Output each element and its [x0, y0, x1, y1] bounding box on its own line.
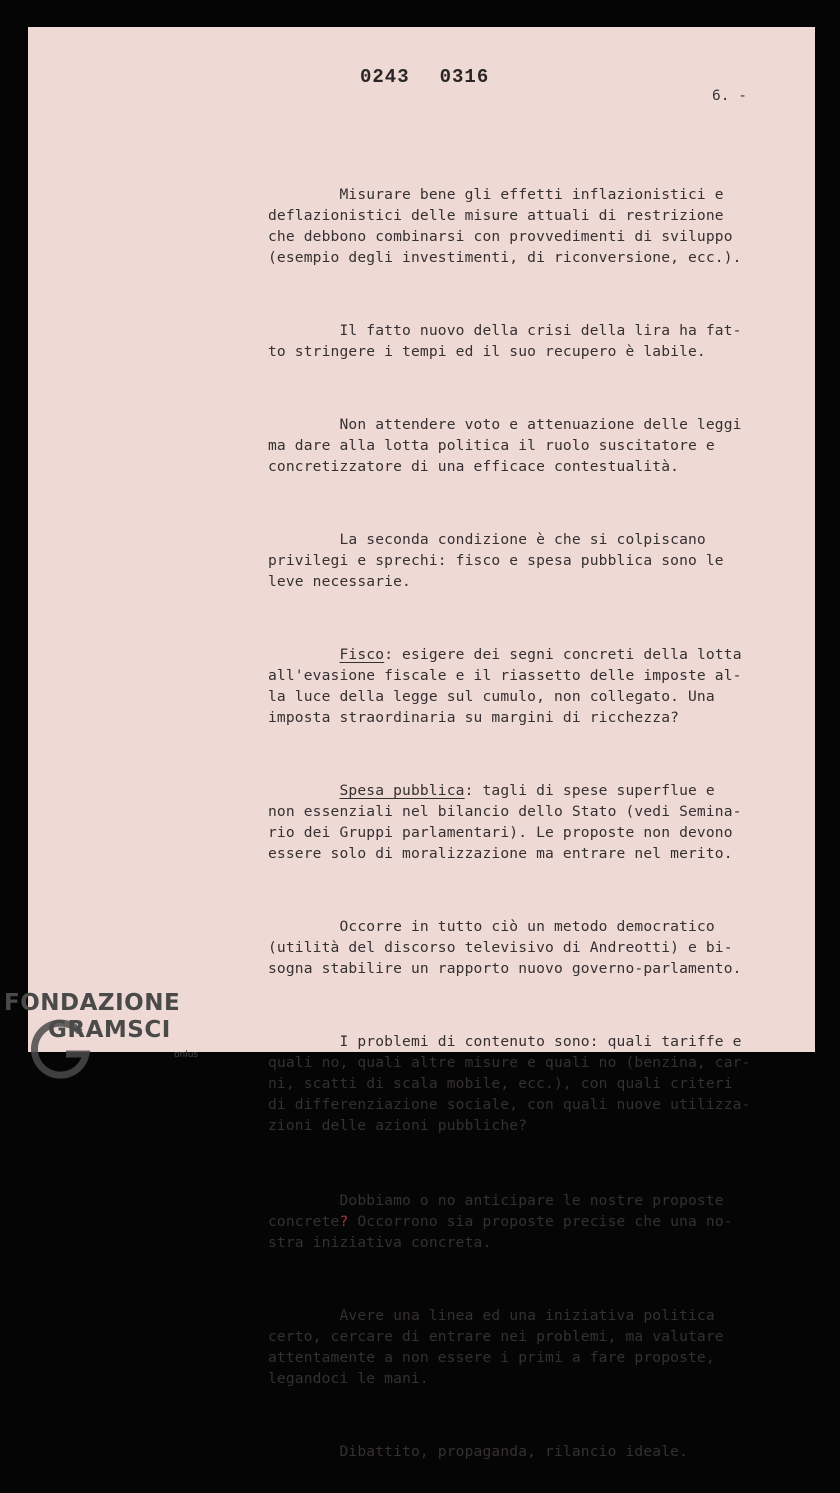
spesa-text: non essenziali nel bilancio dello Stato (vedi Semina- rio dei Gruppi parlamentari). Le proposte non devono essere solo di moralizzazione ma entrare nel merito. — [268, 803, 742, 862]
paragraph-dobbiamo — [268, 1190, 788, 1253]
fondazione-gramsci-watermark — [4, 990, 214, 1080]
paragraph-problemi: I problemi di contenuto sono: quali tariffe e quali no, quali altre misure e quali no (benzina, car- ni, scatti di scala mobile, ecc.), con quali criteri di differenziazione sociale, con quali nuove utilizza- zioni delle azioni pubbliche? — [268, 1033, 751, 1134]
page-number: 6. - — [712, 88, 747, 104]
paragraph-fisco — [268, 644, 788, 728]
archive-number-part-1: 0243 — [360, 66, 410, 88]
handwritten-question-mark: ? — [339, 1213, 349, 1230]
fisco-heading: Fisco — [339, 646, 385, 663]
paragraph-misurare: Misurare bene gli effetti inflazionistici e deflazionistici delle misure attuali di restrizione che debbono combinarsi con provvedimenti di sviluppo (esempio degli investimenti, di riconversione, ecc.). — [268, 186, 742, 266]
dobbiamo-first: Dobbiamo o no anticipare le nostre proposte concrete — [268, 1192, 724, 1230]
paragraph-seconda-condizione: La seconda condizione è che si colpiscano privilegi e sprechi: fisco e spesa pubblica sono le leve necessarie. — [268, 531, 724, 590]
fisco-first-line: : esigere dei segni concreti della lotta — [384, 646, 742, 663]
watermark-line-3: onlus — [174, 1050, 199, 1060]
paragraph-avere-linea: Avere una linea ed una iniziativa politica certo, cercare di entrare nei problemi, ma valutare attentamente a non essere i primi a fare proposte, legandoci le mani. — [268, 1307, 724, 1387]
watermark-line-1: FONDAZIONE — [4, 990, 181, 1016]
typed-text-body — [268, 142, 788, 1493]
archive-number-part-2: 0316 — [439, 66, 490, 88]
watermark-line-2: GRAMSCI — [48, 1017, 171, 1043]
spesa-heading: Spesa pubblica — [339, 782, 465, 799]
paragraph-occorre: Occorre in tutto ciò un metodo democratico (utilità del discorso televisivo di Andreotti) e bi- sogna stabilire un rapporto nuovo governo-parlamento. — [268, 918, 742, 977]
dobbiamo-rest: Occorrono sia proposte precise che una no- stra iniziativa concreta. — [268, 1213, 733, 1251]
paragraph-spesa — [268, 780, 788, 864]
paragraph-dibattito: Dibattito, propaganda, rilancio ideale. — [268, 1443, 689, 1460]
paragraph-non-attendere: Non attendere voto e attenuazione delle leggi ma dare alla lotta politica il ruolo suscitatore e concretizzatore di una efficace contestualità. — [268, 416, 742, 475]
fisco-text: all'evasione fiscale e il riassetto delle imposte al- la luce della legge sul cumulo, non collegato. Una imposta straordinaria su margini di ricchezza? — [268, 667, 742, 726]
spesa-first-line: : tagli di spese superflue e — [464, 782, 715, 799]
archive-number — [360, 66, 519, 88]
paragraph-fatto-nuovo: Il fatto nuovo della crisi della lira ha fat- to stringere i tempi ed il suo recupero è labile. — [268, 322, 742, 360]
